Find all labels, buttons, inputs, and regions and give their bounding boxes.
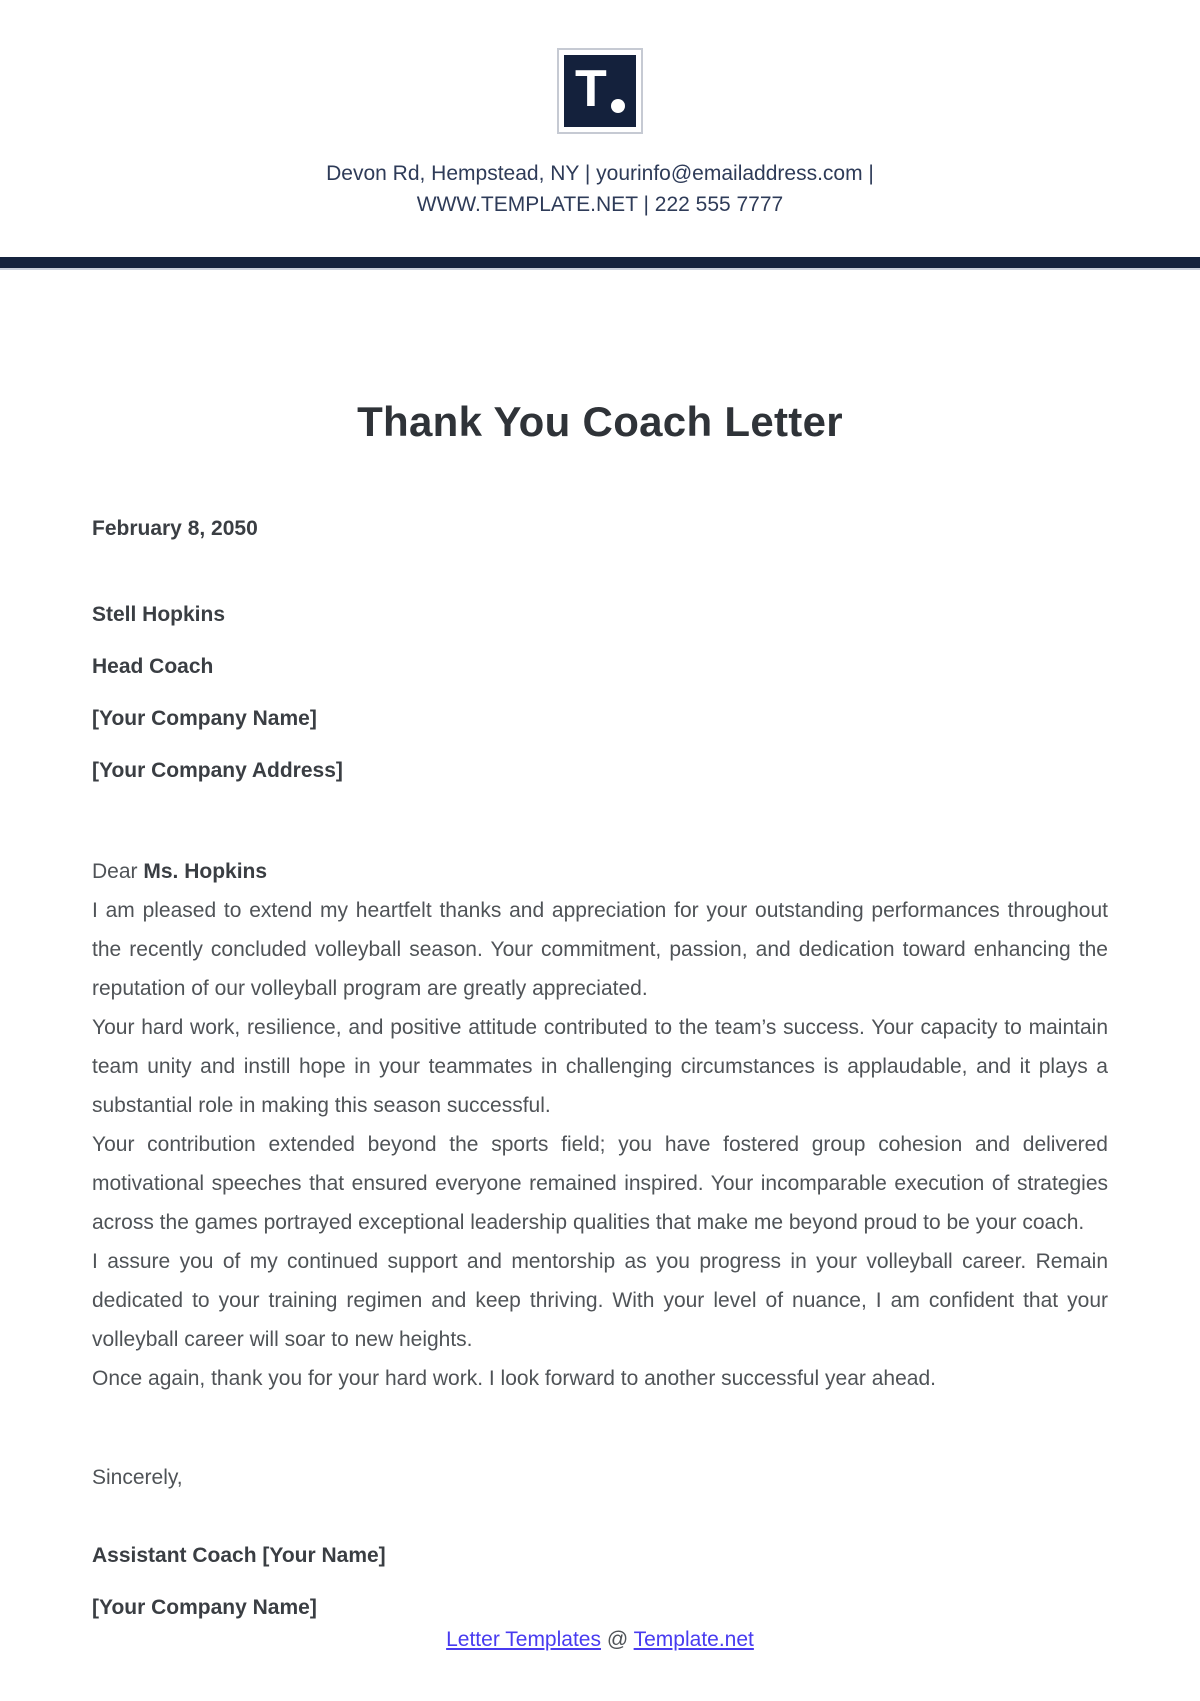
body-paragraph-4: I assure you of my continued support and mentorship as you progress in your volleyball career. Remain dedicated to your training regimen and keep thriving. With your level of nuance, I am confident that your volleyball career will soar to new heights. [92,1250,1108,1351]
recipient-address: [Your Company Address] [92,759,343,782]
footer-link-letter-templates[interactable]: Letter Templates [446,1628,601,1651]
body-paragraph-1: I am pleased to extend my heartfelt thanks and appreciation for your outstanding performances throughout the recently concluded volleyball season. Your commitment, passion, and dedication toward enhancing the reputation of our volleyball program are greatly appreciated. [92,899,1108,1000]
recipient-role: Head Coach [92,655,214,678]
footer-separator: @ [606,1628,629,1651]
header-contact-info [0,158,1200,220]
contact-line-1: Devon Rd, Hempstead, NY | yourinfo@emailaddress.com | [326,162,874,185]
page-footer [0,1627,1200,1653]
letter-date: February 8, 2050 [92,517,258,540]
recipient-block [92,602,1108,784]
page-title: Thank You Coach Letter [357,398,843,445]
logo-dot-icon [611,99,625,113]
body-paragraph-3: Your contribution extended beyond the sports field; you have fostered group cohesion and delivered motivational speeches that ensured everyone remained inspired. Your incomparable execution of strategies across the games portrayed exceptional leadership qualities that make me beyond proud to be your coach. [92,1133,1108,1234]
letter-content [0,516,1200,1621]
closing-valediction: Sincerely, [92,1466,183,1489]
signature-company: [Your Company Name] [92,1596,317,1619]
footer-link-template-net[interactable]: Template.net [633,1628,754,1651]
signature-block [92,1543,1108,1621]
template-logo [557,48,643,134]
salutation-name: Ms. Hopkins [143,860,268,883]
body-paragraph-5: Once again, thank you for your hard work. I look forward to another successful year ahead. [92,1367,936,1390]
signature-name: Assistant Coach [Your Name] [92,1544,386,1567]
recipient-company: [Your Company Name] [92,707,317,730]
logo-square [564,55,636,127]
salutation [92,852,1108,891]
contact-line-2: WWW.TEMPLATE.NET | 222 555 7777 [416,193,784,216]
logo-letter: T [575,60,605,118]
salutation-prefix: Dear [92,860,138,883]
letter-body [92,852,1108,1398]
recipient-name: Stell Hopkins [92,603,226,626]
body-paragraph-2: Your hard work, resilience, and positive attitude contributed to the team’s success. Your capacity to maintain team unity and instill hope in your teammates in challenging circumstances is applaudable, and it plays a substantial role in making this season successful. [92,1016,1108,1117]
header-divider [0,257,1200,270]
